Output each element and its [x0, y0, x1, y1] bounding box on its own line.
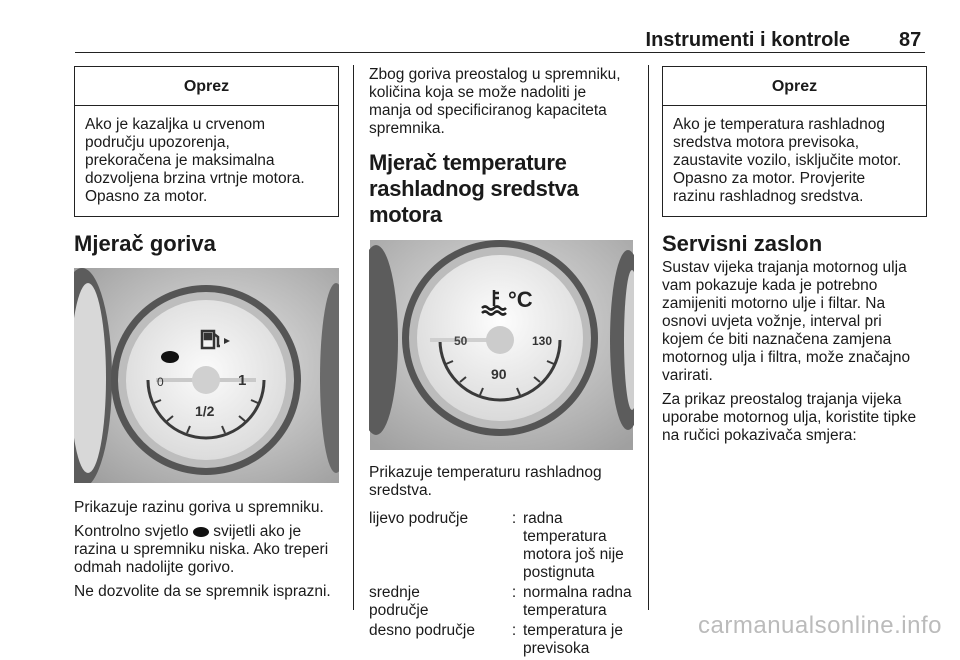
- caution-line: Ako je temperatura rashladnog: [673, 116, 885, 133]
- definition-row: [369, 622, 634, 660]
- caution-box-coolant: [662, 66, 927, 217]
- caution-line: dozvoljena brzina vrtnje motora.: [85, 170, 305, 187]
- fuel-paragraph-1: Prikazuje razinu goriva u spremniku.: [74, 499, 324, 516]
- definition-row: [369, 584, 634, 622]
- paragraph-line: na ručici pokazivača smjera:: [662, 427, 857, 444]
- page-header-title: Instrumenti i kontrole: [645, 29, 850, 51]
- fuel-paragraph-2-end: svijetli ako je: [213, 523, 302, 540]
- fuel-gauge-label-full: 1: [238, 372, 247, 389]
- paragraph-line: kojem će biti naznačena zamjena: [662, 331, 892, 348]
- caution-line: području upozorenja,: [85, 134, 230, 151]
- paragraph-line: uporabe motornog ulja, koristite tipke: [662, 409, 917, 426]
- coolant-caption: [369, 464, 634, 500]
- caution-line: sredstva motora previsoka,: [673, 134, 860, 151]
- paragraph-line: Sustav vijeka trajanja motornog ulja: [662, 259, 907, 276]
- fuel-warning-light-icon: [161, 351, 179, 363]
- service-paragraph-1: [662, 259, 927, 385]
- definition-term: lijevo područje: [369, 510, 469, 527]
- column-divider-left: [353, 65, 354, 610]
- caution-line: Opasno za motor. Provjerite: [673, 170, 866, 187]
- page-number: 87: [899, 29, 922, 51]
- intro-line: količina koja se može nadoliti je: [369, 84, 587, 101]
- intro-line: manja od specificiranog kapaciteta: [369, 102, 607, 119]
- intro-line: Zbog goriva preostalog u spremniku,: [369, 66, 621, 83]
- caution-text: [663, 106, 926, 216]
- definition-separator: :: [511, 584, 517, 601]
- watermark: carmanualsonline.info: [698, 612, 942, 639]
- caption-line: Prikazuje temperaturu rashladnog: [369, 464, 602, 481]
- definition-separator: :: [511, 622, 517, 639]
- caution-title: Oprez: [75, 67, 338, 106]
- definition-description: normalna radna temperatura: [523, 584, 632, 619]
- coolant-label-low: 50: [454, 334, 468, 348]
- definition-term: srednje područje: [369, 584, 429, 619]
- definition-row: [369, 510, 634, 584]
- coolant-label-mid: 90: [491, 366, 507, 382]
- definition-separator: :: [511, 510, 517, 527]
- fuel-paragraph-2-line3: odmah nadolijte gorivo.: [74, 559, 235, 576]
- fuel-gauge-label-half: 1/2: [195, 403, 215, 419]
- caption-line: sredstva.: [369, 482, 432, 499]
- fuel-gauge-photo: [74, 268, 339, 483]
- column-1: [74, 66, 339, 607]
- column-3: [662, 66, 927, 445]
- fuel-paragraph-2: [74, 523, 339, 577]
- fuel-paragraph-3: Ne dozvolite da se spremnik isprazni.: [74, 583, 331, 600]
- column-2: [369, 66, 634, 660]
- coolant-range-definitions: [369, 510, 634, 660]
- caution-line: razinu rashladnog sredstva.: [673, 188, 864, 205]
- caution-title: Oprez: [663, 67, 926, 106]
- fuel-warning-light-icon: [193, 527, 209, 537]
- section-heading-service-display: Servisni zaslon: [662, 231, 823, 256]
- paragraph-line: osnovi uvjeta vožnje, interval pri: [662, 313, 882, 330]
- caution-text: [75, 106, 338, 216]
- paragraph-line: Za prikaz preostalog trajanja vijeka: [662, 391, 902, 408]
- definition-description: radna temperatura motora još nije postignuta: [523, 510, 624, 581]
- coolant-unit-label: °C: [508, 287, 533, 312]
- section-heading-coolant-gauge: [369, 150, 634, 228]
- fuel-paragraph-2-start: Kontrolno svjetlo: [74, 523, 189, 540]
- fuel-intro-text: [369, 66, 634, 138]
- service-paragraph-2: [662, 391, 927, 445]
- paragraph-line: zamijeniti motorno ulje i filtar. Na: [662, 295, 886, 312]
- heading-line-2: rashladnog sredstva motora: [369, 176, 579, 227]
- definition-description: temperatura je previsoka: [523, 622, 623, 657]
- section-heading-fuel-gauge: Mjerač goriva: [74, 231, 216, 256]
- caution-line: Opasno za motor.: [85, 188, 208, 205]
- definition-term: desno područje: [369, 622, 475, 639]
- paragraph-line: vam pokazuje kada je potrebno: [662, 277, 878, 294]
- column-divider-right: [648, 65, 649, 610]
- paragraph-line: motornog ulja i filtra, može značajno: [662, 349, 911, 366]
- caution-line: zaustavite vozilo, isključite motor.: [673, 152, 902, 169]
- header-rule: [75, 52, 925, 53]
- caution-box-rpm: [74, 66, 339, 217]
- caution-line: prekoračena je maksimalna: [85, 152, 275, 169]
- fuel-gauge-label-empty: 0: [157, 375, 164, 389]
- coolant-label-high: 130: [532, 334, 553, 348]
- paragraph-line: varirati.: [662, 367, 713, 384]
- heading-line-1: Mjerač temperature: [369, 150, 567, 175]
- intro-line: spremnika.: [369, 120, 445, 137]
- coolant-gauge-photo: [369, 240, 634, 450]
- fuel-paragraph-2-line2: razina u spremniku niska. Ako treperi: [74, 541, 329, 558]
- caution-line: Ako je kazaljka u crvenom: [85, 116, 266, 133]
